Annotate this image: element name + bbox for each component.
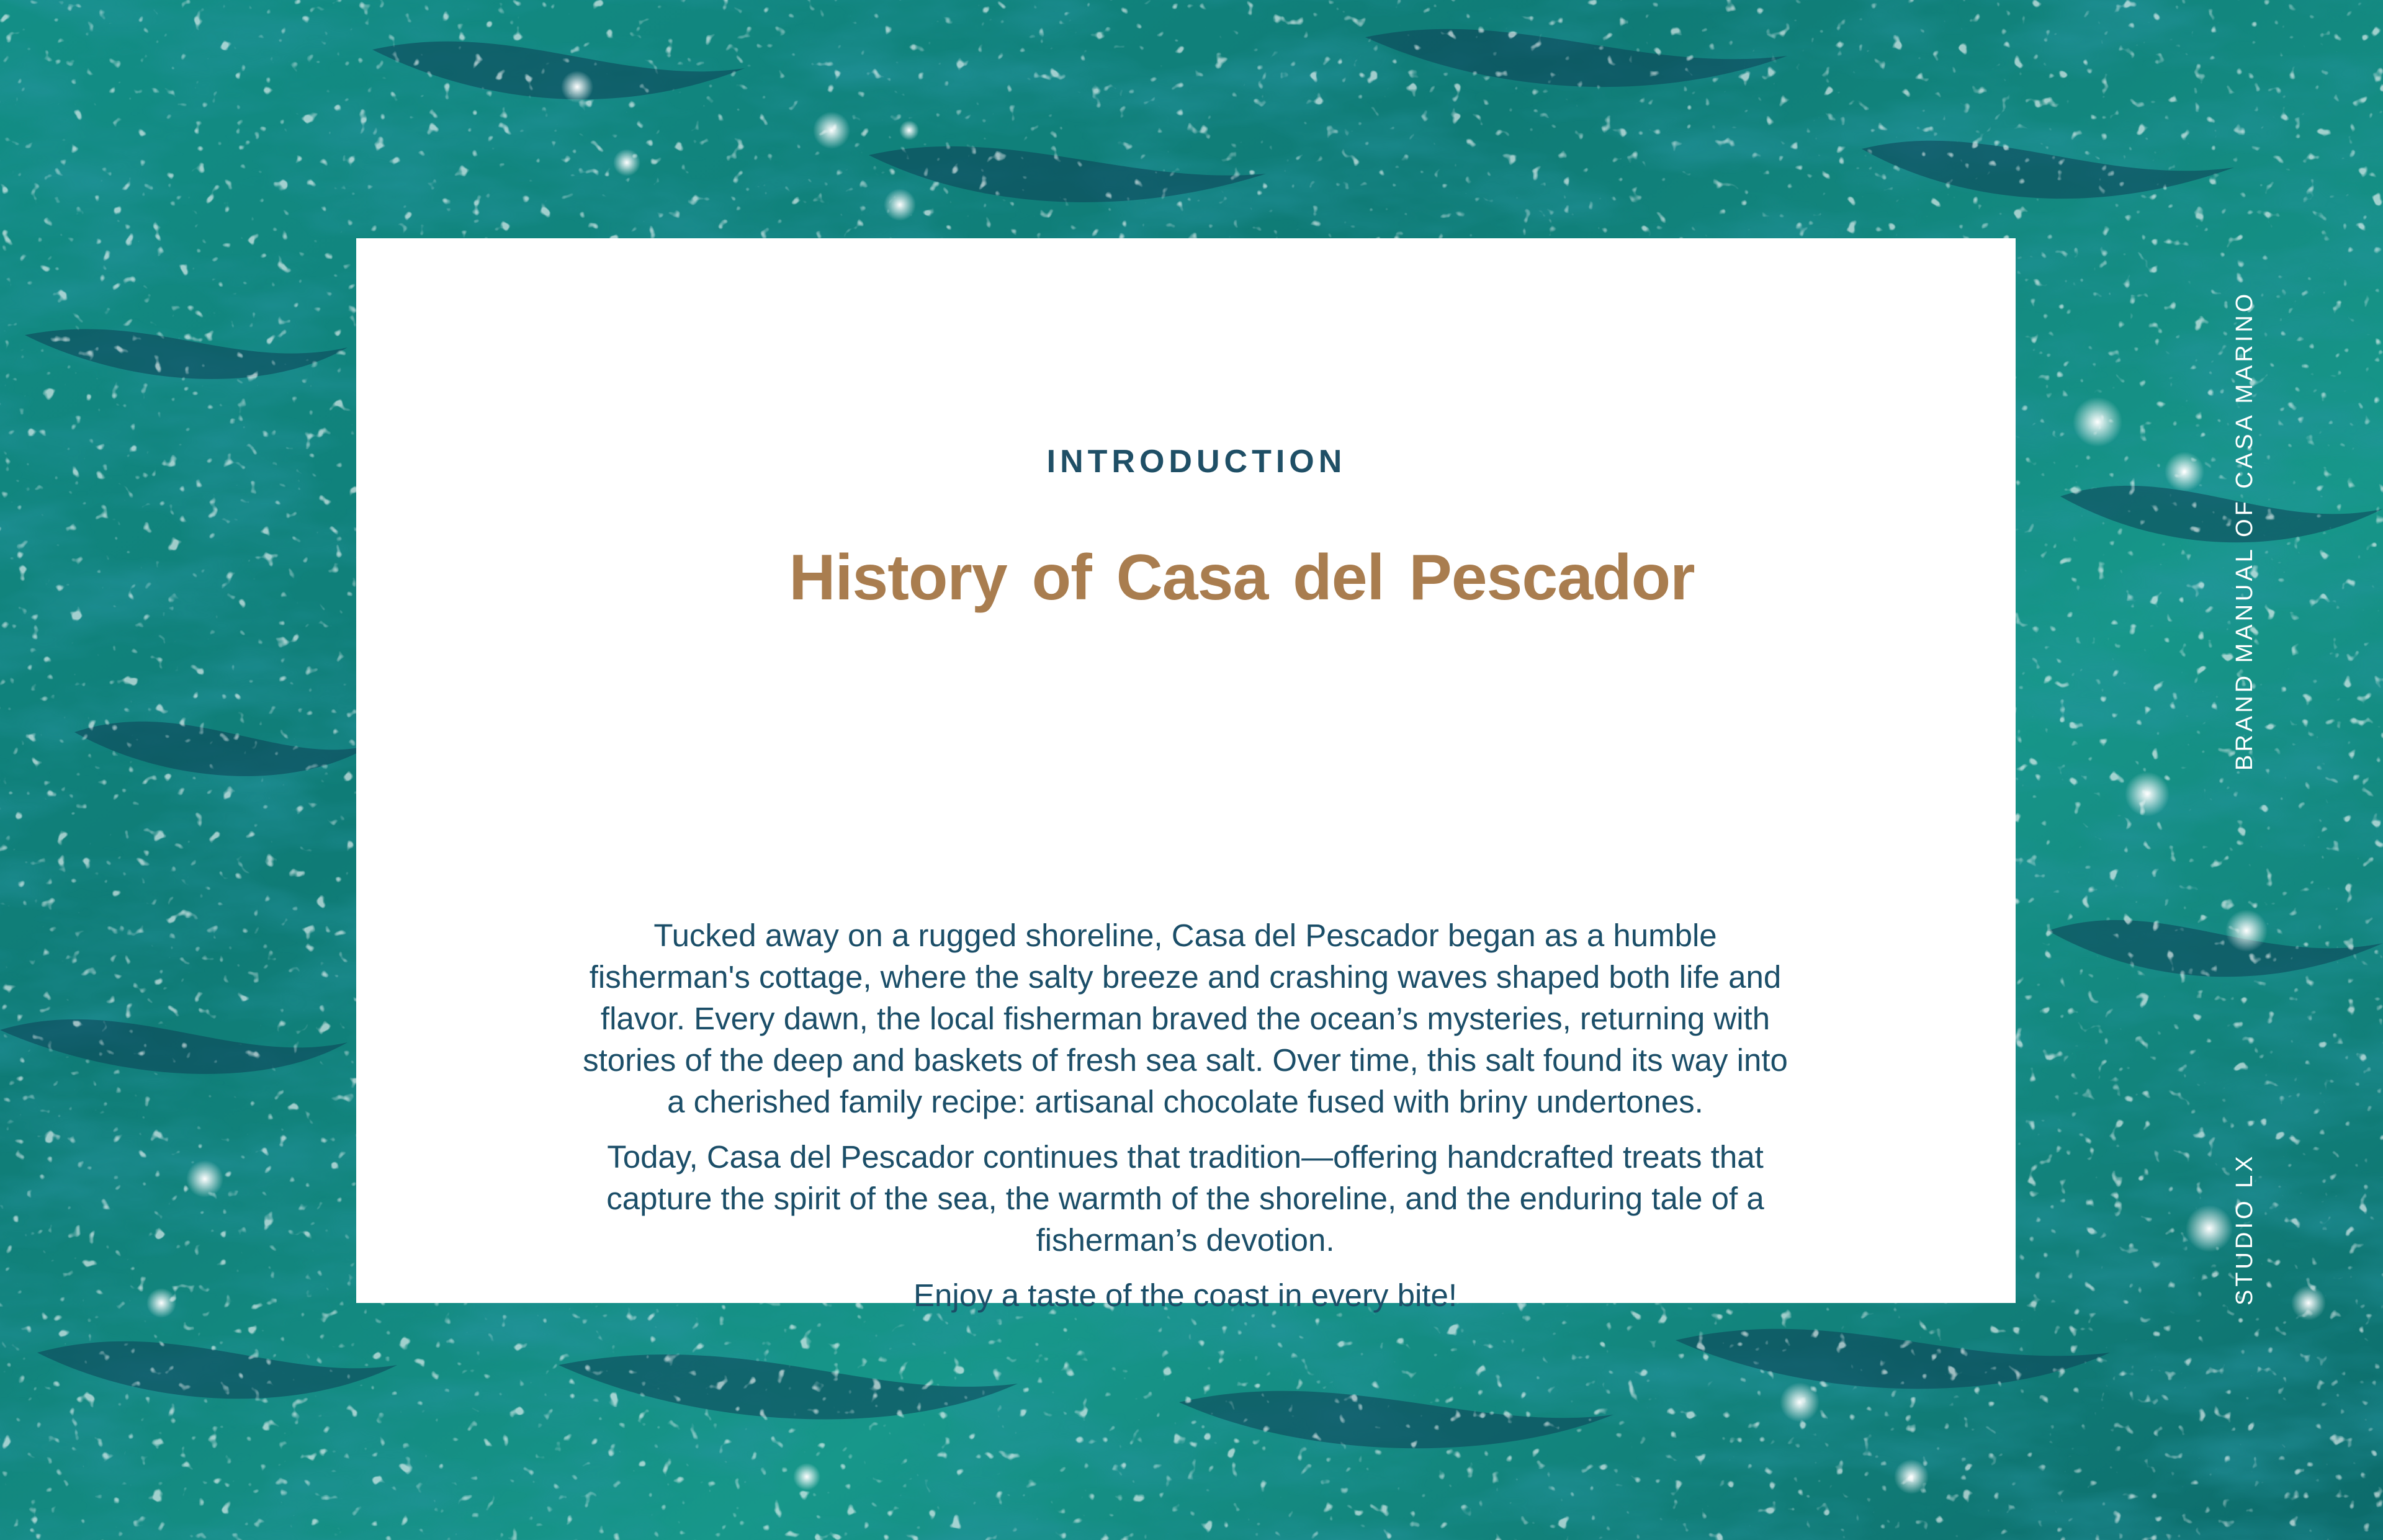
- intro-paragraph-3: Enjoy a taste of the coast in every bite!: [913, 1278, 1457, 1313]
- brand-manual-label: BRAND MANUAL OF CASA MARINO: [2232, 290, 2258, 771]
- page-title: History of Casa del Pescador: [789, 542, 1695, 614]
- intro-paragraph-2: Today, Casa del Pescador continues that tradition—offering handcrafted treats that capture the spirit of the sea, the warmth of the shoreline, and the enduring tale of a fisherman’s devotion.: [606, 1139, 1764, 1258]
- intro-body: [573, 915, 1797, 1330]
- section-eyebrow: INTRODUCTION: [1046, 444, 1347, 480]
- studio-label: STUDIO LX: [2232, 1153, 2258, 1305]
- intro-card: [356, 238, 2016, 1313]
- intro-paragraph-1: Tucked away on a rugged shoreline, Casa del Pescador began as a humble fisherman's cottage, where the salty breeze and crashing waves shaped both life and flavor. Every dawn, the local fisherman braved the ocean’s mysteries, returning with stories of the deep and baskets of fresh sea salt. Over time, this salt found its way into a cherished family recipe: artisanal chocolate fused with briny undertones.: [583, 918, 1788, 1119]
